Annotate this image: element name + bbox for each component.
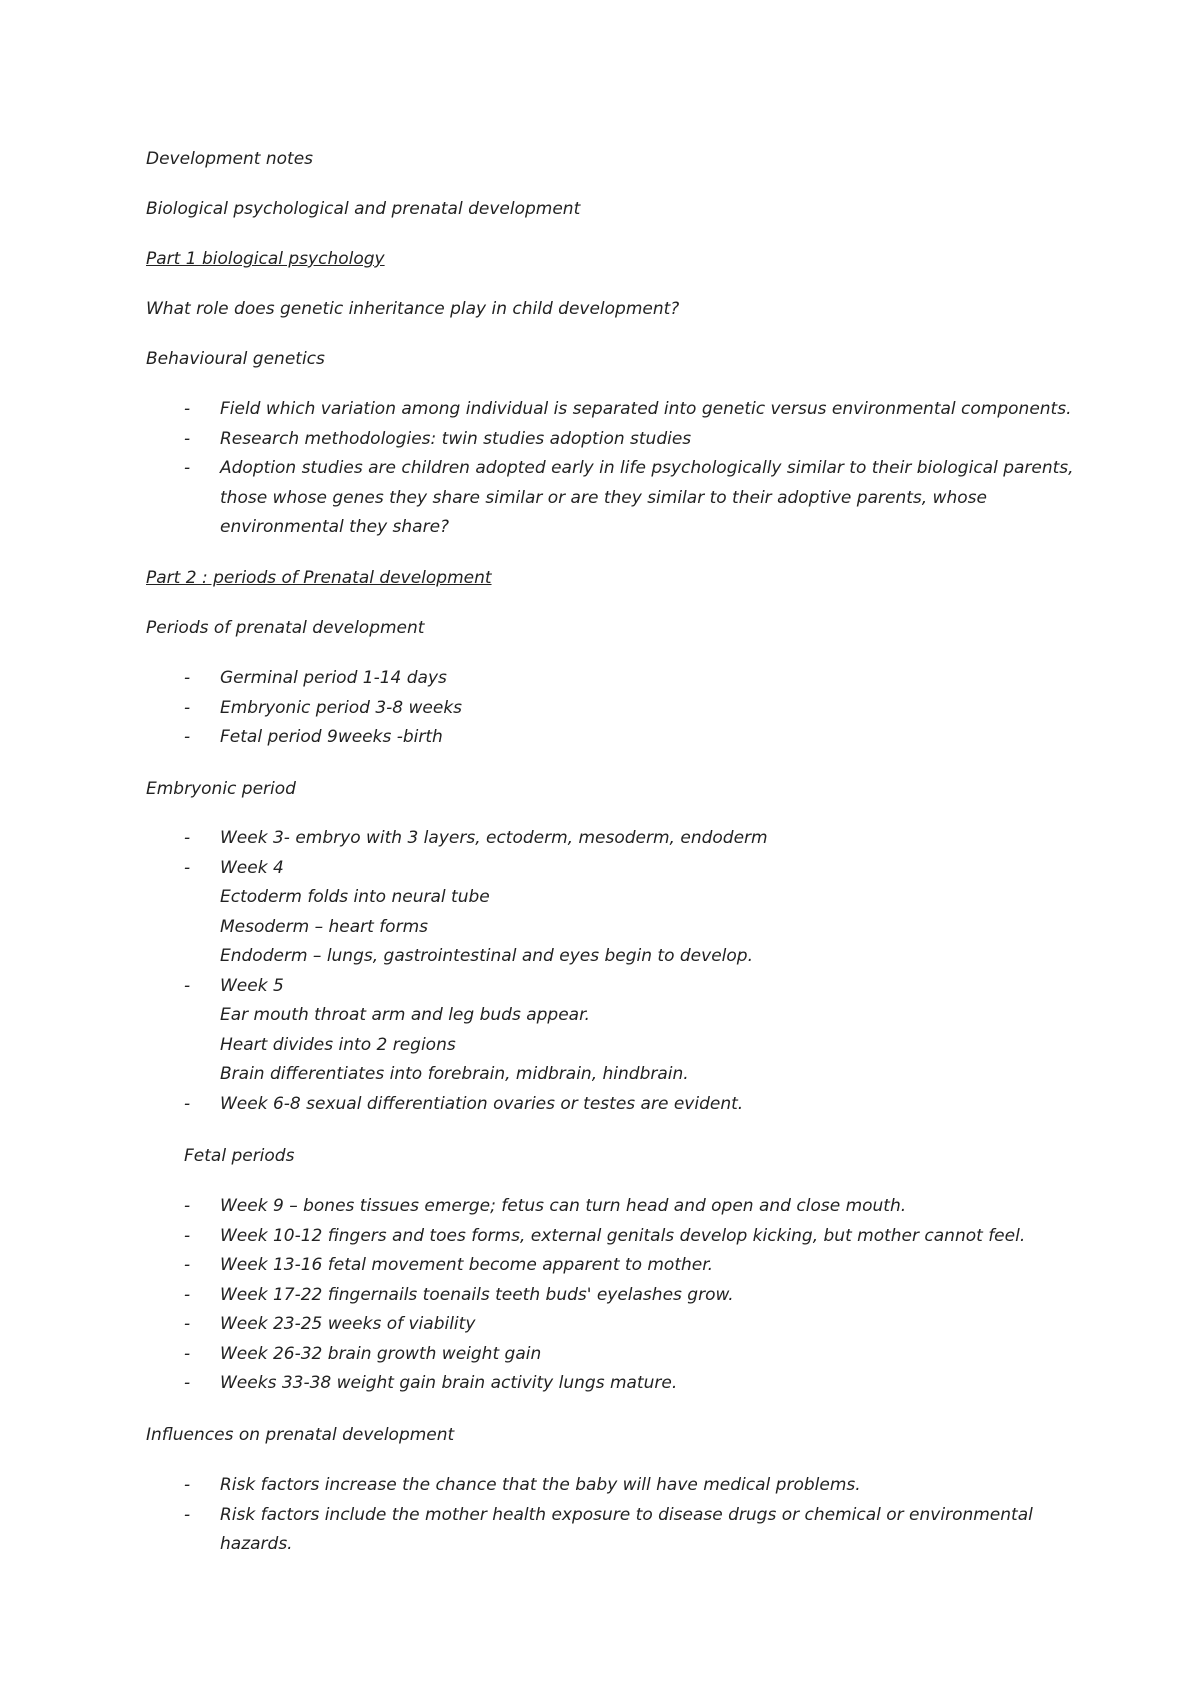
document-subtitle: Biological psychological and prenatal development [146,199,581,219]
embryonic-period-list [146,824,1066,1119]
list-item-text: Mesoderm – heart forms [220,916,428,937]
list-item [146,723,1066,753]
bullet-dash: - [184,1196,191,1216]
list-item [146,1251,1066,1281]
bullet-dash: - [184,1225,191,1246]
bullet-dash: - [184,1504,191,1525]
influences-heading: Influences on prenatal development [146,1425,455,1445]
bullet-dash: - [184,458,191,478]
influences-list [146,1471,1066,1560]
fetal-periods-list [146,1192,1066,1399]
part1-heading: Part 1 biological psychology [146,249,385,269]
bullet-dash: - [184,727,191,747]
list-item-text: Week 5 [220,975,284,996]
bullet-dash: - [184,1255,191,1275]
list-item [146,1222,1066,1252]
list-item [146,972,1066,1090]
behavioural-genetics-heading: Behavioural genetics [146,349,325,369]
list-item-text: Ear mouth throat arm and leg buds appear. [220,1005,590,1025]
list-item-text: Week 13-16 fetal movement become apparent to mother. [220,1255,714,1275]
part2-heading: Part 2 : periods of Prenatal development [146,568,492,588]
list-item [146,1192,1066,1222]
list-item [146,454,1074,543]
bullet-dash: - [184,828,191,848]
bullet-dash: - [184,399,191,419]
list-item-text: Week 9 – bones tissues emerge; fetus can turn head and open and close mouth. [220,1196,907,1216]
list-item-text: Week 17-22 fingernails toenails teeth buds' eyelashes grow. [220,1284,734,1305]
list-item [146,1281,1066,1311]
list-item-text: Brain differentiates into forebrain, midbrain, hindbrain. [220,1064,689,1084]
bullet-dash: - [184,668,191,688]
list-item-text: Field which variation among individual is separated into genetic versus environmental components. [220,399,1072,419]
list-item-text: Week 26-32 brain growth weight gain [220,1343,542,1364]
list-item [146,824,1066,854]
bullet-dash: - [184,1373,191,1393]
list-item [146,694,1066,724]
list-item [146,854,1066,972]
list-item-text: Week 10-12 fingers and toes forms, external genitals develop kicking, but mother cannot feel. [220,1225,1026,1246]
list-item-text: environmental they share? [220,517,450,537]
bullet-dash: - [184,857,191,878]
list-item [146,1501,1066,1560]
embryonic-period-heading: Embryonic period [146,779,296,799]
list-item [146,1310,1066,1340]
list-item-text: Risk factors increase the chance that the baby will have medical problems. [220,1475,861,1495]
part1-question: What role does genetic inheritance play in child development? [146,299,680,319]
behavioural-genetics-list [146,395,1074,543]
bullet-dash: - [184,1343,191,1364]
list-item [146,1369,1066,1399]
list-item-text: Week 23-25 weeks of viability [220,1314,476,1334]
list-item-text: Week 3- embryo with 3 layers, ectoderm, mesoderm, endoderm [220,828,768,848]
list-item [146,425,1066,455]
bullet-dash: - [184,975,191,996]
bullet-dash: - [184,697,191,718]
list-item [146,1340,1066,1370]
list-item-text: Ectoderm folds into neural tube [220,887,490,907]
list-item-text: Week 4 [220,857,284,878]
list-item-text: Fetal period 9weeks -birth [220,727,443,747]
list-item-text: those whose genes they share similar or are they similar to their adoptive parents, whose [220,487,987,508]
list-item [146,395,1072,425]
fetal-periods-heading: Fetal periods [184,1146,295,1166]
list-item-text: Week 6-8 sexual differentiation ovaries or testes are evident. [220,1093,744,1114]
list-item-text: Heart divides into 2 regions [220,1034,456,1055]
list-item-text: Embryonic period 3-8 weeks [220,697,463,718]
document-title: Development notes [146,149,314,169]
list-item-text: Germinal period 1-14 days [220,668,447,688]
list-item-text: Research methodologies: twin studies adoption studies [220,428,692,449]
list-item [146,664,1066,694]
bullet-dash: - [184,1284,191,1305]
list-item-text: hazards. [220,1534,293,1554]
bullet-dash: - [184,1314,191,1334]
list-item-text: Weeks 33-38 weight gain brain activity lungs mature. [220,1373,678,1393]
periods-heading: Periods of prenatal development [146,618,425,638]
bullet-dash: - [184,1475,191,1495]
list-item-text: Endoderm – lungs, gastrointestinal and eyes begin to develop. [220,946,753,966]
list-item-text: Risk factors include the mother health exposure to disease drugs or chemical or environmental [220,1504,1033,1525]
bullet-dash: - [184,1093,191,1114]
periods-list [146,664,1066,753]
list-item-text: Adoption studies are children adopted early in life psychologically similar to their biological parents, [220,458,1074,478]
bullet-dash: - [184,428,191,449]
list-item [146,1471,1066,1501]
list-item [146,1090,1066,1120]
